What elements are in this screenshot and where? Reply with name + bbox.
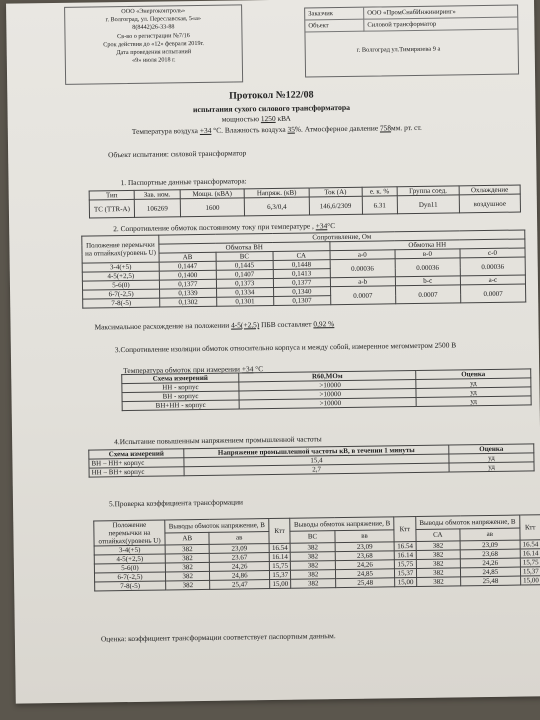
table-cell: уд [416,396,531,407]
table-cell: уд [416,378,531,389]
table-cell: 382 [416,541,461,551]
column-header: в-0 [395,249,460,259]
table-cell: 0,1413 [273,269,330,279]
column-header: СА [416,528,461,541]
section2-unit: °С [327,221,336,231]
table-cell: 24,86 [210,571,270,581]
table-header-cell: Схема измерений [89,449,184,459]
company-info-box [64,4,243,84]
protocol-subtitle: испытания сухого силового трансформатора [192,102,351,115]
column-header: a-c [460,275,525,285]
table-cell: 382 [291,579,336,589]
protocol-title: Протокол №122/08 [229,89,314,102]
table-cell: 24,26 [335,560,395,570]
pressure-unit: мм. рт. ст. [390,122,422,133]
temp-value: +34 [199,125,212,135]
table-header-cell: Охлаждение [459,185,520,195]
table-header-cell: R60,МОм [239,371,416,382]
power-unit: кВА [277,113,291,123]
table-cell: 16.14 [520,549,540,558]
table-cell: 16.54 [269,543,290,552]
section3-title: 3.Сопротивление изоляции обмоток относительно корпуса и между собой, измеренное мегомметром 2500 В [114,340,457,355]
leads-header: Выводы обмоток напряжение, В [165,519,269,533]
column-header: ВС [290,530,335,543]
position-cell: 6-7(-2,5) [94,572,165,582]
column-header: а-0 [330,250,395,260]
company-line: ООО «Энергоконтроль» [121,7,186,16]
table-cell: 24,85 [335,569,395,579]
table-cell: уд [416,387,531,398]
temp-unit: °С. Влажность воздуха [213,124,286,135]
table-cell: 0,1340 [273,287,330,297]
table-cell: 2,7 [184,463,449,476]
column-header: ав [460,528,520,541]
column-header: b-c [395,276,460,286]
table-cell: 0,1377 [273,278,330,288]
table-cell: 15,37 [395,569,416,578]
table-cell: 0,1373 [216,278,273,288]
table-cell: >10000 [239,389,416,400]
conditions-line [132,123,422,136]
temp-unit: °С [255,364,264,374]
object-line: Объект испытания: силовой трансформатор [108,148,247,160]
company-line: «9» июля 2018 г. [132,56,176,65]
insulation-table [121,368,531,411]
table-header-cell: Мощн. (кВА) [180,189,244,199]
table-cell: 16.54 [520,540,540,549]
passport-table [89,185,521,219]
table-cell: 0,1445 [216,260,273,270]
table-cell: 15,00 [395,578,416,587]
table-cell: 382 [291,561,336,571]
table-cell: ВН - корпус [122,391,239,402]
table-cell: 0,1377 [159,279,216,289]
object-label: Объект [305,19,364,32]
table-cell: 0,1334 [216,287,273,297]
table-cell: 24,85 [461,567,521,577]
table-header-cell: е. к. % [362,187,397,196]
table-cell: 382 [291,570,336,580]
section5-title: 5.Проверка коэффициента трансформации [108,497,244,509]
table-cell: 0.00036 [395,258,460,277]
position-cell: 5-6(0) [82,280,159,290]
table-cell: 15,00 [270,579,291,588]
leads-header: Выводы обмоток напряжение, В [415,515,519,529]
section2-title [113,221,335,233]
table-cell: 6,3/0,4 [244,197,309,216]
table-cell: 382 [166,580,211,590]
customer-label: Заказчик [305,8,364,20]
document-sheet [6,0,540,704]
position-cell: 3-4(+5) [94,545,165,555]
table-cell: 15,75 [520,558,540,567]
table-header-cell: Оценка [416,369,531,380]
ratio-header: Ктт [394,517,416,542]
column-header: АВ [159,252,216,262]
company-line: 8(8442)26-33-88 [132,23,175,32]
table-cell: 16.14 [269,552,290,561]
table-header-cell: Оценка [449,444,534,454]
table-cell: 0,1400 [159,270,216,280]
table-cell: 23,09 [210,544,270,554]
winding-resistance-table [81,229,526,308]
power-line [222,114,291,124]
table-cell: 0.0007 [395,285,460,304]
hv-test-table [88,443,534,477]
table-cell: 382 [165,544,210,554]
position-cell: 4-5(+2,5) [82,271,159,281]
object-value: Силовой трансформатор [364,17,518,31]
table-cell: 16.54 [394,542,415,551]
humidity-unit: %. Атмосферное давление [294,123,379,134]
table-cell: уд [449,453,534,463]
table-cell: 16.14 [395,551,416,560]
table-cell: >10000 [239,397,416,408]
table-cell: Dyn11 [397,195,459,214]
table-cell: 382 [416,550,461,560]
column-header: СА [273,251,330,261]
power-value: 1250 [260,113,276,124]
table-header-cell: Ток (А) [309,187,362,197]
table-cell: воздушное [459,194,520,213]
humidity-value: 35 [287,124,295,134]
table-cell: ВН – НН+ корпус [89,458,184,468]
table-cell: ВН+НН - корпус [122,400,239,411]
table-header-cell: Напряжение промышленной частоты кВ, в течении 1 минуты [184,445,449,458]
table-cell: 0.0007 [330,286,395,305]
table-cell: 24,26 [460,558,520,568]
table-cell: 382 [165,553,210,563]
table-cell: 382 [165,571,210,581]
table-cell: 382 [290,543,335,553]
table-header-cell: Напряж. (кВ) [244,188,309,198]
position-cell: 7-8(-5) [95,581,166,591]
ratio-table [93,514,540,591]
section1-title: 1. Паспортные данные трансформатора: [120,176,247,188]
column-header: вв [335,529,395,542]
company-line: Св-во о регистрации №7/16 [117,31,190,40]
leads-header: Выводы обмоток напряжение, В [290,517,394,531]
table-cell: НН – ВН+ корпус [89,467,184,477]
table-cell: >10000 [239,380,416,391]
table-cell: 0,1447 [159,261,216,271]
table-header-cell: Группа соед. [397,186,459,196]
section2-temp: +34 [315,221,328,231]
table-cell: 0,1307 [273,296,330,306]
table-cell: 106269 [134,199,180,218]
table-cell: 23.67 [210,553,270,563]
table-cell: 15,4 [184,454,449,467]
table-header-cell: Зав. ном. [134,190,180,200]
table-cell: 0.0007 [460,284,525,303]
company-line: Срок действия до «12» февраля 2019г. [103,39,204,49]
column-header: а-b [330,277,395,287]
table-cell: 382 [165,562,210,572]
position-cell: 6-7(-2,5) [83,289,160,299]
temp-value: +34 [241,364,254,374]
company-line: Дата проведения испытаний [116,48,192,57]
table-cell: 6.31 [362,196,397,214]
ratio-header: Ктт [519,515,540,540]
table-cell: 0,1301 [217,296,274,306]
table-cell: 23,68 [460,549,520,559]
ratio-conclusion: Оценка: коэффициент трансформации соответствует паспортным данным. [100,631,336,644]
note-value: 0,92 % [313,319,335,329]
table-cell: 0,1407 [216,269,273,279]
table-cell: 25,47 [210,580,270,590]
table-cell: 24,26 [210,562,270,572]
temp-label: Температура воздуха [131,126,199,136]
table-cell: 0.00036 [460,257,525,276]
table-cell: 1600 [180,198,245,217]
company-line: г. Волгоград, ул. Переславская, 5«а» [105,15,201,24]
customer-value: ООО «ПромСнабИнжиниринг» [364,6,518,20]
section2-title-text: 2. Сопротивление обмоток постоянному току при температуре , [113,221,314,234]
customer-address: г. Волгоград ул.Тимирязева 9 а [356,45,441,54]
ratio-header: Ктт [269,518,291,543]
table-cell: 15,37 [269,570,290,579]
column-header: с-0 [460,248,525,258]
table-cell: 23,09 [335,542,395,552]
table-cell: 382 [416,559,461,569]
customer-info-box [304,5,519,78]
section4-title: 4.Испытание повышенным напряжением промышленной частоты [114,434,322,447]
table-cell: 15,75 [395,560,416,569]
position-cell: 4-5(+2,5) [94,554,165,564]
table-cell: 25,48 [461,576,521,586]
note-text: Максимальное расхождение на положении [94,320,230,332]
column-header: ав [209,531,269,544]
table-cell: 0.00036 [330,259,395,278]
table-cell: 15,00 [520,576,540,585]
table-cell: 0,1339 [160,288,217,298]
table-cell: 0,1302 [160,297,217,307]
temp-text: Температура обмоток при измерении [123,364,241,376]
resistance-header: Сопротивление, Ом [159,230,525,244]
table-cell: 382 [291,552,336,562]
customer-table [305,6,517,33]
table-cell: 23,09 [460,540,520,550]
table-cell: 15,37 [520,567,540,576]
position-header: Положение перемычки на отпайках(уровень U) [94,520,165,546]
table-header-cell: Тип [89,190,134,200]
note-position: 4-5(+2,5) [230,320,260,330]
table-cell: НН - корпус [122,382,239,393]
pressure-value: 758 [379,123,392,133]
table-cell: 15,75 [269,561,290,570]
position-cell: 5-6(0) [94,563,165,573]
table-cell: уд [449,462,534,472]
table-cell: 25,48 [335,578,395,588]
nn-header: Обмотка НН [330,239,525,251]
table-cell: ТС (TTR-A) [89,199,134,218]
column-header: АВ [165,532,210,545]
table-cell: 382 [416,577,461,587]
column-header: ВС [216,251,273,261]
position-header: Положение перемычки на отпайках(уровень U) [82,235,159,263]
position-cell: 7-8(-5) [83,298,160,308]
note-text: ПБВ составляет [261,319,312,330]
table-header-cell: Схема измерений [122,373,239,384]
power-label: мощностью [221,114,260,124]
table-cell: 382 [416,568,461,578]
table-cell: 23,68 [335,551,395,561]
table-cell: 146,6/2309 [309,196,362,215]
max-deviation-note [94,319,334,331]
vn-header: Обмотка ВН [159,242,330,253]
position-cell: 3-4(+5) [82,262,159,272]
table-cell: 0,1448 [273,260,330,270]
